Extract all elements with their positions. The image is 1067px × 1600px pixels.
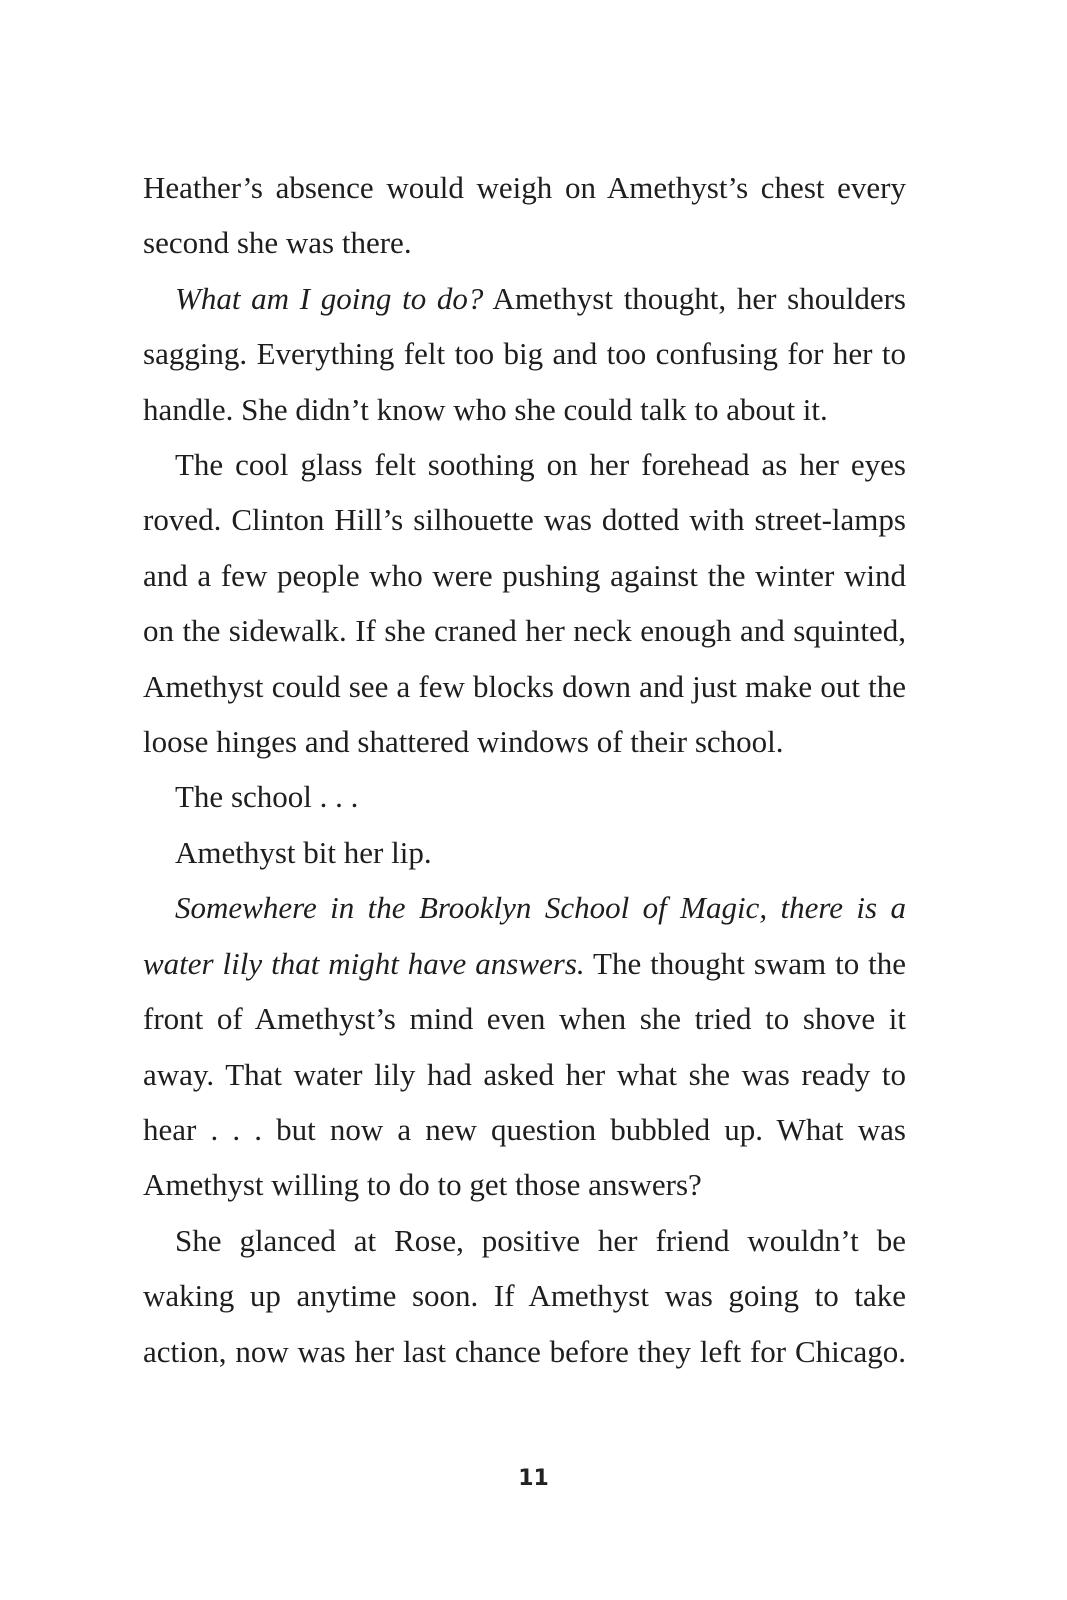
paragraph-3-text: The cool glass felt soothing on her forehead as her eyes roved. Clinton Hill’s silhouette was dotted with street-lamps and a few people who were pushing against the winter wind on the sidewalk. If she craned her neck enough and squinted, Amethyst could see a few blocks down and just make out the loose hinges and shattered windows of their school. bbox=[143, 447, 906, 760]
body-text bbox=[143, 160, 906, 1379]
paragraph-4 bbox=[143, 769, 906, 824]
paragraph-2-text: Amethyst thought, her shoulders sagging. Everything felt too big and too confusing for her to handle. She didn’t know who she could talk to about it. bbox=[143, 280, 906, 427]
paragraph-1 bbox=[143, 160, 906, 271]
paragraph-5-text: Amethyst bit her lip. bbox=[175, 834, 432, 870]
paragraph-2-italic: What am I going to do? bbox=[175, 280, 484, 316]
paragraph-1-text: Heather’s absence would weigh on Amethyst’s chest every second she was there. bbox=[143, 170, 906, 261]
paragraph-5 bbox=[143, 825, 906, 880]
paragraph-3 bbox=[143, 437, 906, 769]
paragraph-7 bbox=[143, 1213, 906, 1379]
paragraph-6-text: The thought swam to the front of Amethyst’s mind even when she tried to shove it away. That water lily had asked her what she was ready to hear . . . but now a new question bubbled up. What was Amethyst willing to do to get those answers? bbox=[143, 945, 906, 1203]
paragraph-2 bbox=[143, 271, 906, 437]
paragraph-6-italic: Somewhere in the Brooklyn School of Magic, there is a water lily that might have answers. bbox=[143, 890, 906, 981]
paragraph-7-text: She glanced at Rose, positive her friend wouldn’t be waking up anytime soon. If Amethyst was going to take action, now was her last chance before they left for Chicago. bbox=[143, 1222, 906, 1369]
paragraph-6 bbox=[143, 880, 906, 1212]
page-number: 11 bbox=[518, 1466, 549, 1491]
paragraph-4-text: The school . . . bbox=[175, 779, 359, 815]
